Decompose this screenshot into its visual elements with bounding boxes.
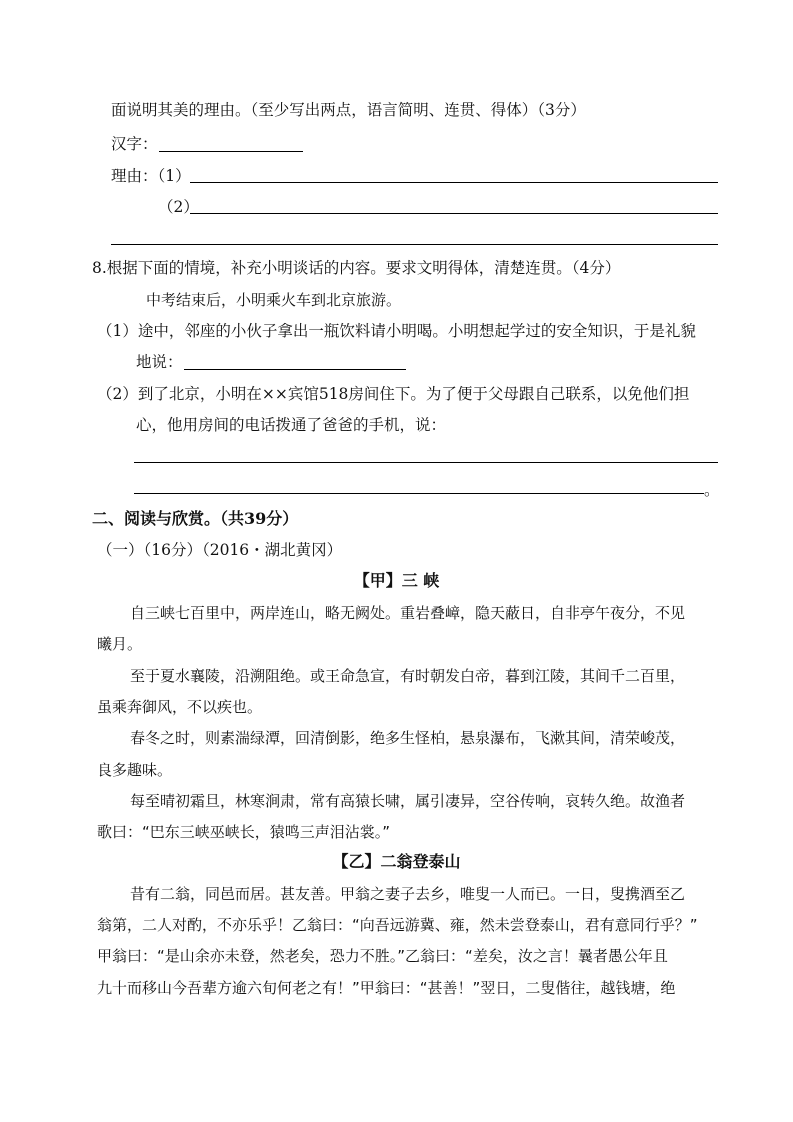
- q7-reason1-answer-line[interactable]: [190, 182, 718, 183]
- jia-p3-line2: 良多趣味。: [97, 761, 173, 779]
- jia-p1-line2: 曦月。: [97, 635, 143, 653]
- q8-scenario: 中考结束后，小明乘火车到北京旅游。: [146, 291, 402, 309]
- yi-title: 【乙】二翁登泰山: [332, 852, 461, 871]
- yi-line3: 甲翁曰：“是山余亦未登，然老矣，恐力不胜。”乙翁曰：“差矣，汝之言！曩者愚公年且: [97, 947, 668, 965]
- q7-reason-label: 理由：（1）: [111, 167, 191, 185]
- section2-part1-label: （一）（16分）（2016・湖北黄冈）: [97, 541, 343, 559]
- jia-p1-line1: 自三峡七百里中，两岸连山，略无阙处。重岩叠嶂，隐天蔽日，自非亭午夜分，不见: [130, 604, 686, 622]
- yi-line4: 九十而移山今吾辈方逾六旬何老之有！”甲翁曰：“甚善！”翌日，二叟偕往，越钱塘，绝: [97, 979, 676, 997]
- q8-item2-answer-line1[interactable]: [134, 462, 718, 463]
- jia-p2-line1: 至于夏水襄陵，沿溯阻绝。或王命急宣，有时朝发白帝，暮到江陵，其间千二百里，: [130, 667, 686, 685]
- q8-prompt: 8.根据下面的情境，补充小明谈话的内容。要求文明得体，清楚连贯。（4分）: [92, 259, 621, 277]
- q8-item1-line2: 地说：: [136, 353, 183, 371]
- q8-item2-answer-line2[interactable]: [134, 493, 704, 494]
- jia-title: 【甲】三 峡: [353, 571, 440, 590]
- q8-item1-line1: （1）途中，邻座的小伙子拿出一瓶饮料请小明喝。小明想起学过的安全知识，于是礼貌: [97, 322, 696, 340]
- q8-item1-answer-line[interactable]: [184, 369, 406, 370]
- q8-item2-line1: （2）到了北京，小明在××宾馆518房间住下。为了便于父母跟自己联系，以免他们担: [97, 385, 690, 403]
- q7-hanzi-answer-line[interactable]: [159, 151, 303, 152]
- q8-end-mark: 。: [704, 481, 720, 499]
- jia-p4-line2: 歌曰：“巴东三峡巫峡长，猿鸣三声泪沾裳。”: [97, 823, 391, 841]
- jia-p2-line2: 虽乘奔御风，不以疾也。: [97, 698, 263, 716]
- q7-reason2-answer-line[interactable]: [190, 213, 718, 214]
- yi-line2: 翁第，二人对酌，不亦乐乎！乙翁曰：“向吾远游冀、雍，然未尝登泰山，君有意同行乎？”: [97, 916, 698, 934]
- q8-item2-line2: 心，他用房间的电话拨通了爸爸的手机，说：: [136, 416, 447, 434]
- q7-prompt-line: 面说明其美的理由。（至少写出两点，语言简明、连贯、得体）（3分）: [111, 101, 586, 119]
- jia-p4-line1: 每至晴初霜旦，林寒涧肃，常有高猿长啸，属引凄异，空谷传响，哀转久绝。故渔者: [130, 792, 686, 810]
- yi-line1: 昔有二翁，同邑而居。甚友善。甲翁之妻子去乡，唯叟一人而已。一日，叟携酒至乙: [130, 885, 686, 903]
- section2-heading: 二、阅读与欣赏。（共39分）: [92, 509, 299, 528]
- q7-reason2-label: （2）: [158, 198, 199, 216]
- q7-hanzi-label: 汉字：: [111, 135, 158, 153]
- jia-p3-line1: 春冬之时，则素湍绿潭，回清倒影，绝多生怪柏，悬泉瀑布，飞漱其间，清荣峻茂，: [130, 729, 686, 747]
- q7-extra-answer-line[interactable]: [111, 244, 718, 245]
